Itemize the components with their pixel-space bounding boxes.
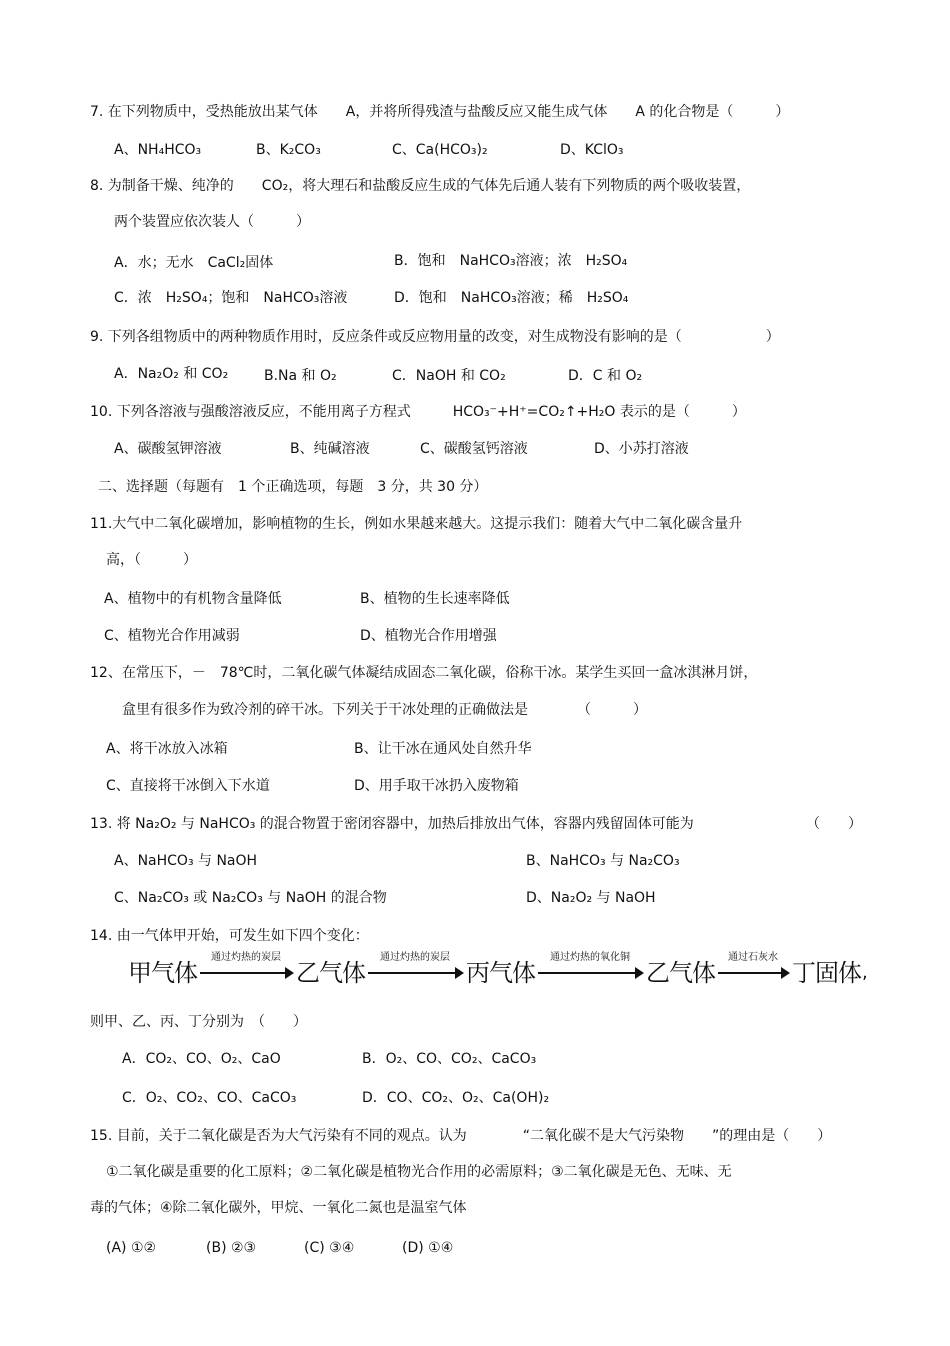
q12-stem-line2: 盒里有很多作为致冷剂的碎干冰。下列关于干冰处理的正确做法是 （ ） [122, 702, 647, 718]
flow-gas-bing: 丙气体 [466, 959, 535, 987]
q13-answer-paren: （ ） [806, 816, 862, 832]
q13-option-a: A、NaHCO₃ 与 NaOH [114, 853, 258, 869]
q13-option-c: C、Na₂CO₃ 或 Na₂CO₃ 与 NaOH 的混合物 [114, 890, 387, 906]
q7-option-c: C、Ca(HCO₃)₂ [392, 142, 488, 158]
q14-option-c: C．O₂、CO₂、CO、CaCO₃ [122, 1090, 297, 1106]
q11-stem-line2: 高，（ ） [106, 552, 197, 568]
q14-ask: 则甲、乙、丙、丁分别为 （ ） [90, 1014, 307, 1030]
q15-line3: 毒的气体；④除二氧化碳外，甲烷、一氧化二氮也是温室气体 [90, 1200, 467, 1216]
q9-option-a: A．Na₂O₂ 和 CO₂ [114, 366, 229, 382]
q8-option-a: A．水；无水 CaCl₂固体 [114, 255, 274, 271]
q9-option-b: B.Na 和 O₂ [264, 368, 337, 384]
q10-stem: 10. 下列各溶液与强酸溶液反应，不能用离子方程式 HCO₃⁻+H⁺=CO₂↑+H₂O 表示的是（ ） [90, 404, 746, 420]
q15-stem: 15. 目前，关于二氧化碳是否为大气污染有不同的观点。认为 “二氧化碳不是大气污染物 ”的理由是（ ） [90, 1128, 832, 1144]
q9-stem: 9. 下列各组物质中的两种物质作用时，反应条件或反应物用量的改变，对生成物没有影响的是（ ） [90, 329, 780, 345]
q11-option-c: C、植物光合作用减弱 [104, 628, 240, 644]
q11-option-d: D、植物光合作用增强 [360, 628, 497, 644]
flow-arrow-1 [200, 972, 292, 974]
q8-option-d: D．饱和 NaHCO₃溶液；稀 H₂SO₄ [394, 290, 629, 306]
q7-option-a: A、NH₄HCO₃ [114, 142, 202, 158]
flow-condition-3: 通过灼热的氧化铜 [550, 952, 630, 963]
flow-condition-1: 通过灼热的炭层 [211, 952, 281, 963]
flow-condition-4: 通过石灰水 [728, 952, 778, 963]
q14-stem: 14. 由一气体甲开始，可发生如下四个变化： [90, 928, 369, 944]
flow-condition-2: 通过灼热的炭层 [380, 952, 450, 963]
q7-option-b: B、K₂CO₃ [256, 142, 321, 158]
q11-option-a: A、植物中的有机物含量降低 [104, 591, 282, 607]
q10-option-c: C、碳酸氢钙溶液 [420, 441, 528, 457]
flow-comma: , [862, 962, 868, 983]
flow-arrow-4 [718, 972, 788, 974]
q13-option-d: D、Na₂O₂ 与 NaOH [526, 890, 656, 906]
q14-option-d: D．CO、CO₂、O₂、Ca(OH)₂ [362, 1090, 550, 1106]
q11-stem-line1: 11.大气中二氧化碳增加，影响植物的生长，例如水果越来越大。这提示我们：随着大气中二氧化碳含量升 [90, 516, 743, 532]
q15-option-c: (C) ③④ [304, 1240, 355, 1256]
q14-reaction-flow [128, 950, 868, 1000]
q12-option-a: A、将干冰放入冰箱 [106, 741, 228, 757]
q13-stem: 13. 将 Na₂O₂ 与 NaHCO₃ 的混合物置于密闭容器中，加热后排放出气体，容器内残留固体可能为 [90, 816, 694, 832]
flow-gas-jia: 甲气体 [128, 959, 197, 987]
q10-option-a: A、碳酸氢钾溶液 [114, 441, 222, 457]
q11-option-b: B、植物的生长速率降低 [360, 591, 510, 607]
q8-stem-line2: 两个装置应依次装人（ ） [114, 214, 310, 230]
q7-stem: 7. 在下列物质中，受热能放出某气体 A，并将所得残渣与盐酸反应又能生成气体 A 的化合物是（ ） [90, 104, 790, 120]
q15-option-d: (D) ①④ [402, 1240, 454, 1256]
q12-option-d: D、用手取干冰扔入废物箱 [354, 778, 519, 794]
q14-option-a: A．CO₂、CO、O₂、CaO [122, 1051, 281, 1067]
q8-option-b: B．饱和 NaHCO₃溶液；浓 H₂SO₄ [394, 253, 628, 269]
flow-solid-ding: 丁固体 [792, 959, 861, 987]
q15-line2: ①二氧化碳是重要的化工原料；②二氧化碳是植物光合作用的必需原料；③二氧化碳是无色、无味、无 [106, 1164, 732, 1180]
q9-option-d: D．C 和 O₂ [568, 368, 643, 384]
flow-arrow-2 [368, 972, 462, 974]
q8-stem-line1: 8. 为制备干燥、纯净的 CO₂，将大理石和盐酸反应生成的气体先后通人装有下列物质的两个吸收装置， [90, 178, 751, 194]
q8-option-c: C．浓 H₂SO₄；饱和 NaHCO₃溶液 [114, 290, 348, 306]
q9-option-c: C．NaOH 和 CO₂ [392, 368, 506, 384]
flow-gas-yi: 乙气体 [296, 959, 365, 987]
q12-stem-line1: 12、在常压下，－ 78℃时，二氧化碳气体凝结成固态二氧化碳，俗称干冰。某学生买回一盒冰淇淋月饼， [90, 665, 758, 681]
q12-option-b: B、让干冰在通风处自然升华 [354, 741, 532, 757]
q10-option-b: B、纯碱溶液 [290, 441, 370, 457]
q10-option-d: D、小苏打溶液 [594, 441, 689, 457]
flow-arrow-3 [538, 972, 642, 974]
section-2-heading: 二、选择题（每题有 1 个正确选项，每题 3 分，共 30 分） [98, 479, 488, 495]
q12-option-c: C、直接将干冰倒入下水道 [106, 778, 270, 794]
q13-option-b: B、NaHCO₃ 与 Na₂CO₃ [526, 853, 680, 869]
q15-option-b: (B) ②③ [206, 1240, 257, 1256]
flow-gas-yi-2: 乙气体 [646, 959, 715, 987]
q14-option-b: B．O₂、CO、CO₂、CaCO₃ [362, 1051, 537, 1067]
q7-option-d: D、KClO₃ [560, 142, 624, 158]
q15-option-a: (A) ①② [106, 1240, 157, 1256]
